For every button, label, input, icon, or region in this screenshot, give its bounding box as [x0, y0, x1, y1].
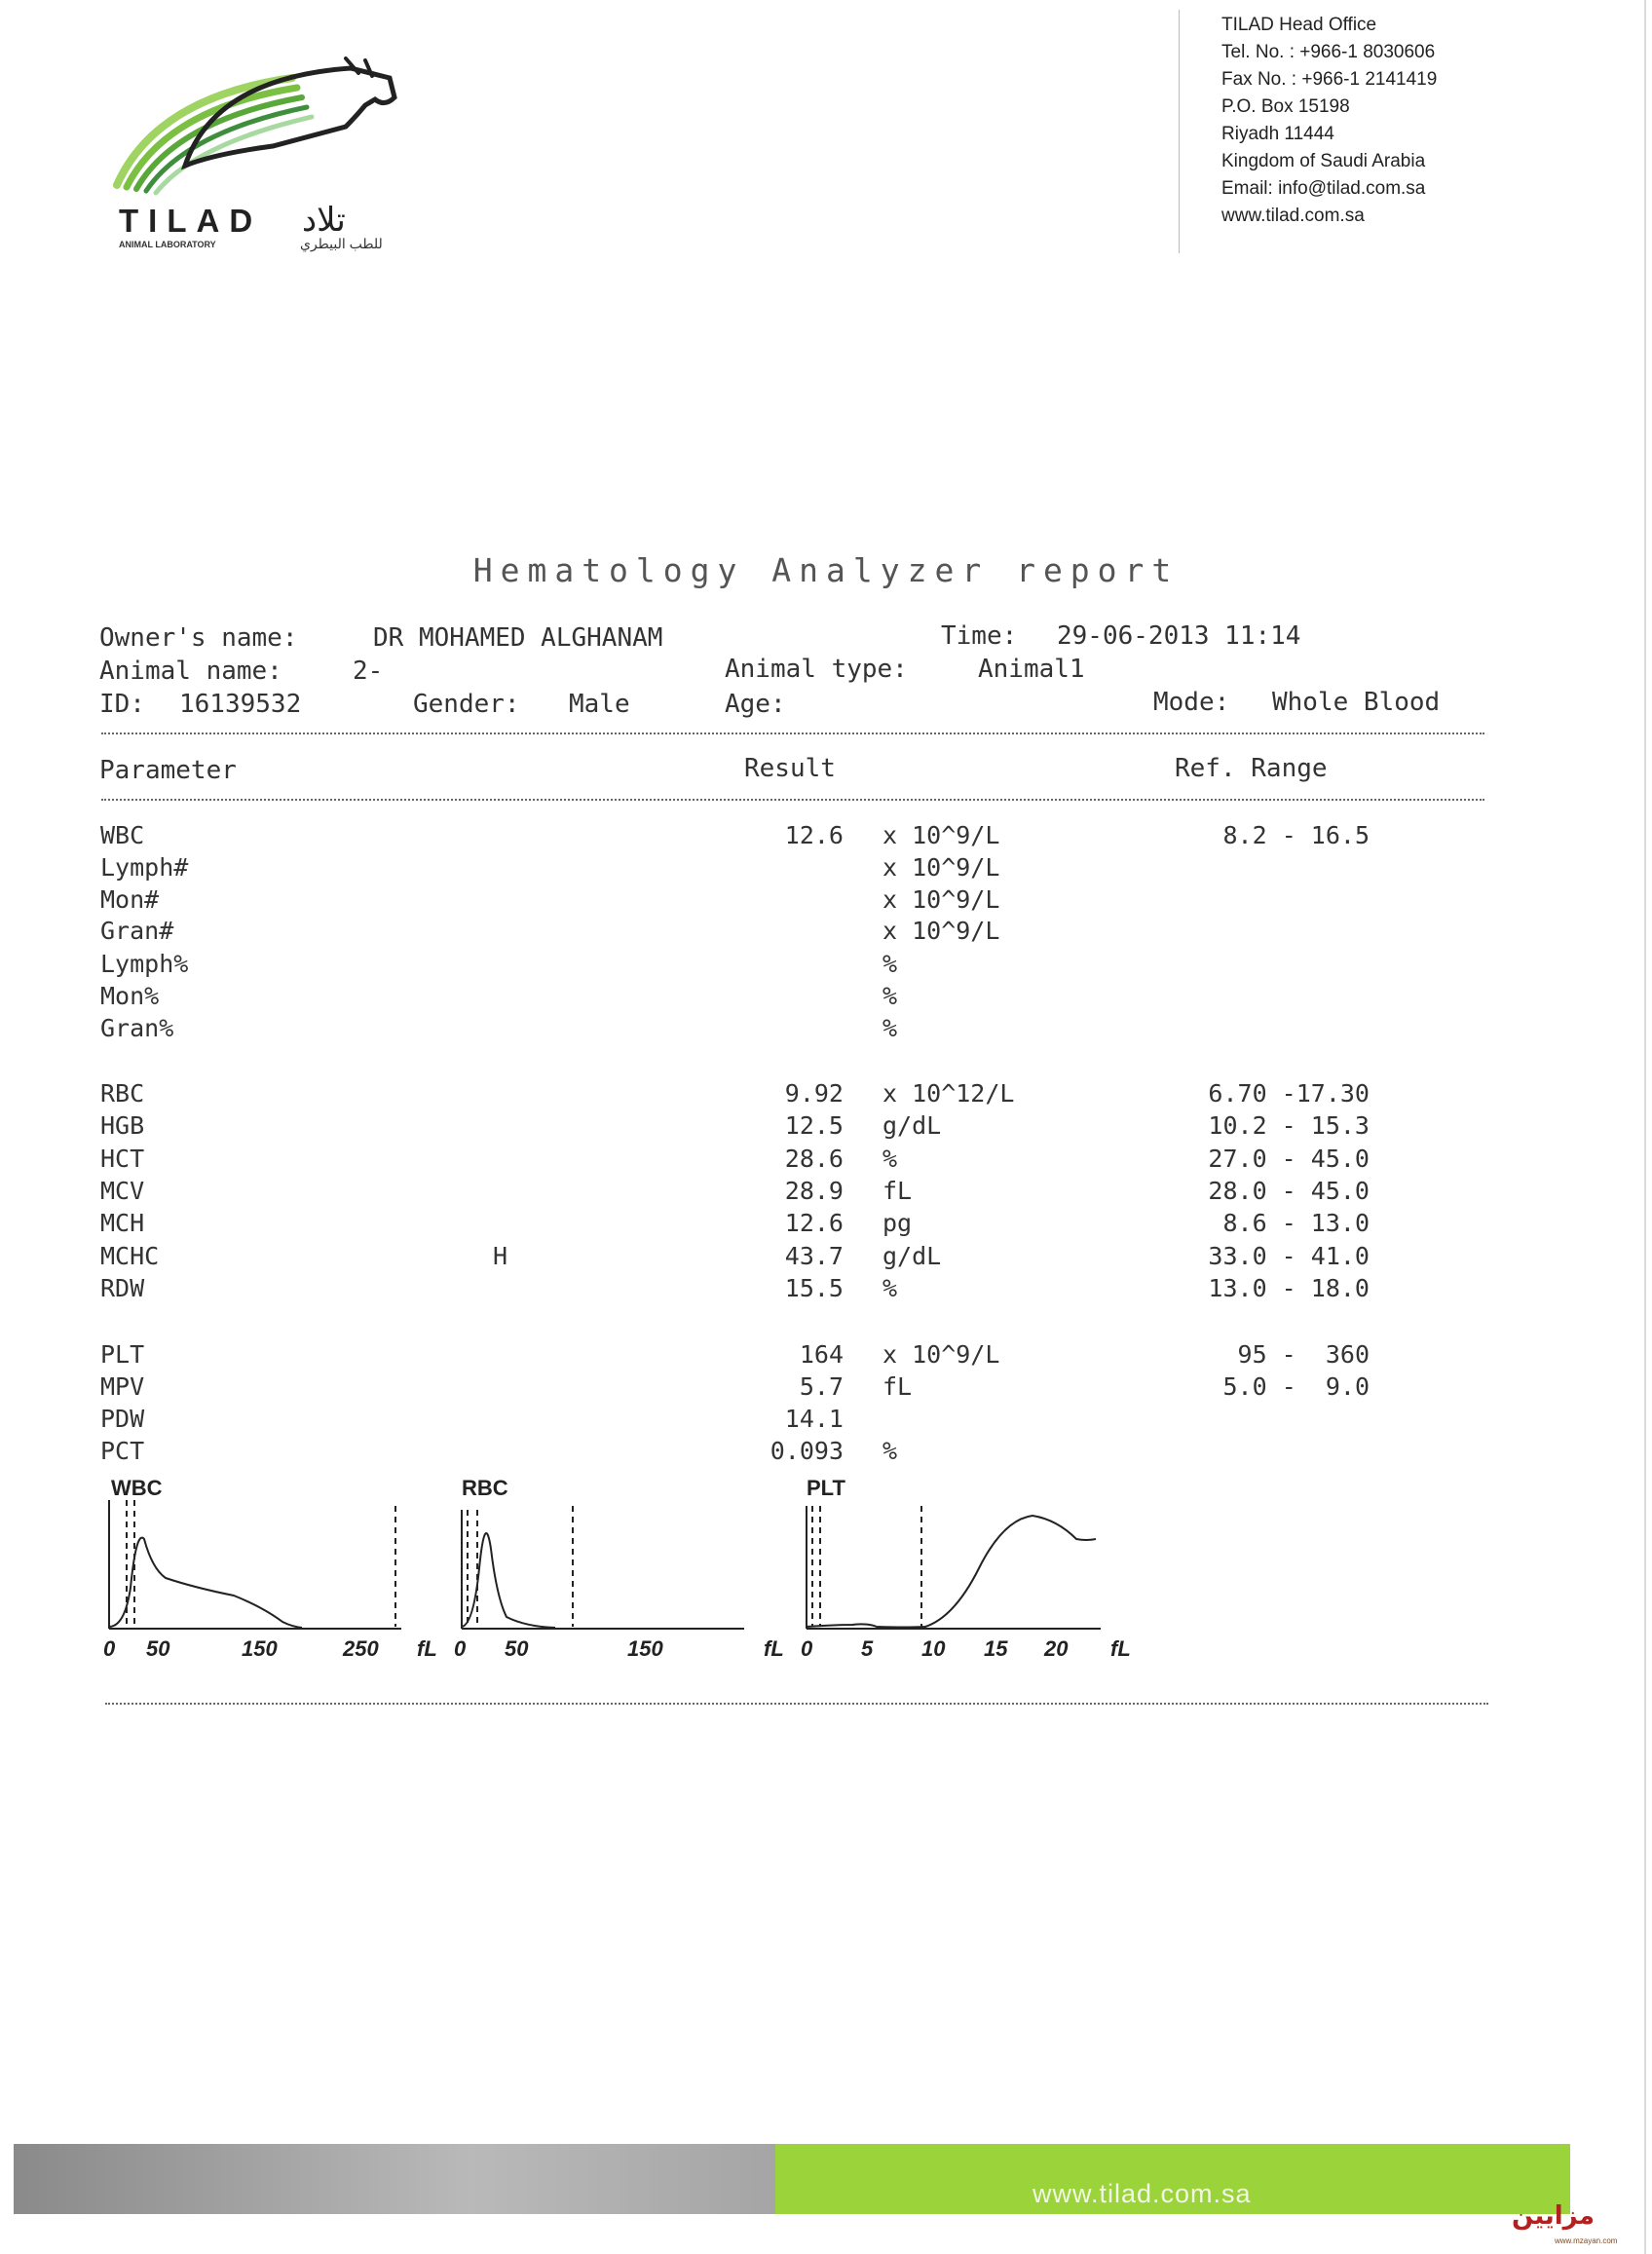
result-unit: fL [882, 1372, 913, 1401]
result-row-pdw [0, 1405, 1652, 1438]
parameter-name: MCH [100, 1209, 145, 1237]
result-value: 28.9 [784, 1177, 844, 1205]
result-value: 12.6 [784, 1209, 844, 1237]
gender-value: Male [569, 690, 630, 719]
result-row-wbc [0, 821, 1652, 854]
office-name: TILAD Head Office [1221, 15, 1377, 35]
reference-range: 13.0 - 18.0 [1208, 1274, 1370, 1302]
parameter-name: Lymph% [100, 950, 189, 978]
reference-range: 6.70 -17.30 [1208, 1079, 1370, 1108]
parameter-name: MCV [100, 1177, 145, 1205]
office-address [1221, 12, 1437, 230]
result-value: 43.7 [784, 1242, 844, 1270]
rbc-tick: 150 [627, 1636, 663, 1661]
owner-value: DR MOHAMED ALGHANAM [373, 623, 663, 653]
logo-subtitle: ANIMAL LABORATORY [119, 240, 216, 249]
watermark-url: www.mzayan.com [1555, 2236, 1618, 2245]
animal-name-value: 2- [353, 657, 384, 686]
result-row-gran-count [0, 917, 1652, 950]
parameter-name: HGB [100, 1111, 145, 1140]
wbc-tick: 50 [146, 1636, 170, 1661]
result-value: 0.093 [770, 1437, 844, 1465]
result-value: 12.5 [784, 1111, 844, 1140]
mode-label: Mode: [1153, 688, 1230, 717]
animal-type-label: Animal type: [725, 655, 908, 684]
animal-type-value: Animal1 [978, 655, 1085, 684]
reference-range: 8.6 - 13.0 [1222, 1209, 1370, 1237]
result-unit: x 10^9/L [882, 853, 1000, 882]
result-flag: H [493, 1242, 508, 1270]
result-row-mpv [0, 1372, 1652, 1406]
parameter-name: Gran% [100, 1014, 174, 1042]
result-unit: % [882, 982, 898, 1010]
id-value: 16139532 [179, 690, 302, 719]
parameter-name: MCHC [100, 1242, 160, 1270]
plt-histogram-label: PLT [807, 1476, 845, 1500]
parameter-name: Lymph# [100, 853, 189, 882]
divider-header [101, 799, 1484, 801]
wbc-tick: 250 [343, 1636, 379, 1661]
parameter-name: Mon# [100, 885, 160, 914]
result-unit: x 10^12/L [882, 1079, 1015, 1108]
owner-label: Owner's name: [99, 623, 298, 653]
time-label: Time: [941, 621, 1018, 651]
parameter-name: RBC [100, 1079, 145, 1108]
result-value: 28.6 [784, 1145, 844, 1173]
rbc-tick: 0 [454, 1636, 467, 1661]
result-row-plt [0, 1340, 1652, 1373]
col-parameter: Parameter [99, 756, 237, 785]
result-row-rdw [0, 1274, 1652, 1307]
result-row-mcv [0, 1177, 1652, 1210]
result-value: 5.7 [799, 1372, 844, 1401]
logo-wordmark: TILAD [119, 203, 263, 239]
age-label: Age: [725, 690, 786, 719]
result-unit: x 10^9/L [882, 821, 1000, 849]
wbc-tick: 150 [242, 1636, 278, 1661]
gender-label: Gender: [413, 690, 520, 719]
office-tel: Tel. No. : +966-1 8030606 [1221, 42, 1436, 62]
reference-range: 28.0 - 45.0 [1208, 1177, 1370, 1205]
col-result: Result [744, 754, 836, 783]
result-row-lymph-pct [0, 950, 1652, 983]
result-row-lymph-count [0, 853, 1652, 886]
reference-range: 95 - 360 [1237, 1340, 1370, 1369]
rbc-tick: 50 [505, 1636, 529, 1661]
page-edge [1644, 0, 1646, 2254]
result-row-hct [0, 1145, 1652, 1178]
parameter-name: MPV [100, 1372, 145, 1401]
result-value: 15.5 [784, 1274, 844, 1302]
parameter-name: PLT [100, 1340, 145, 1369]
animal-name-label: Animal name: [99, 657, 282, 686]
result-row-rbc [0, 1079, 1652, 1112]
office-email: Email: info@tilad.com.sa [1221, 178, 1426, 199]
result-unit: x 10^9/L [882, 885, 1000, 914]
parameter-name: RDW [100, 1274, 145, 1302]
office-country: Kingdom of Saudi Arabia [1221, 151, 1426, 171]
result-unit: pg [882, 1209, 913, 1237]
parameter-name: WBC [100, 821, 145, 849]
plt-tick: 0 [801, 1636, 813, 1661]
result-row-mchc [0, 1242, 1652, 1275]
header-divider [1179, 10, 1180, 253]
result-unit: x 10^9/L [882, 1340, 1000, 1369]
result-unit: % [882, 1437, 898, 1465]
result-row-gran-pct [0, 1014, 1652, 1047]
histograms [97, 1471, 1149, 1666]
plt-unit: fL [1110, 1636, 1131, 1661]
watermark-brand: مزايين [1512, 2201, 1595, 2231]
col-ref-range: Ref. Range [1175, 754, 1328, 783]
result-unit: x 10^9/L [882, 917, 1000, 945]
result-value: 14.1 [784, 1405, 844, 1433]
result-unit: % [882, 1014, 898, 1042]
footer-bar-grey [14, 2144, 775, 2214]
reference-range: 27.0 - 45.0 [1208, 1145, 1370, 1173]
result-row-mon-count [0, 885, 1652, 919]
reference-range: 5.0 - 9.0 [1222, 1372, 1370, 1401]
result-unit: % [882, 950, 898, 978]
result-row-mon-pct [0, 982, 1652, 1015]
logo-subtitle-arabic: للطب البيطري [300, 236, 383, 251]
mode-value: Whole Blood [1272, 688, 1441, 717]
reference-range: 10.2 - 15.3 [1208, 1111, 1370, 1140]
time-value: 29-06-2013 11:14 [1057, 621, 1301, 651]
reference-range: 33.0 - 41.0 [1208, 1242, 1370, 1270]
reference-range: 8.2 - 16.5 [1222, 821, 1370, 849]
parameter-name: PDW [100, 1405, 145, 1433]
wbc-histogram-label: WBC [111, 1476, 163, 1500]
result-value: 12.6 [784, 821, 844, 849]
office-fax: Fax No. : +966-1 2141419 [1221, 69, 1438, 90]
divider-bottom [105, 1703, 1488, 1705]
id-label: ID: [99, 690, 145, 719]
office-website: www.tilad.com.sa [1221, 206, 1365, 226]
result-unit: g/dL [882, 1242, 942, 1270]
parameter-name: HCT [100, 1145, 145, 1173]
wbc-unit: fL [417, 1636, 437, 1661]
result-unit: fL [882, 1177, 913, 1205]
office-pobox: P.O. Box 15198 [1221, 96, 1350, 117]
result-unit: % [882, 1145, 898, 1173]
result-value: 9.92 [784, 1079, 844, 1108]
rbc-histogram-label: RBC [462, 1476, 508, 1500]
plt-tick: 10 [921, 1636, 946, 1661]
office-city: Riyadh 11444 [1221, 124, 1334, 144]
plt-tick: 20 [1044, 1636, 1069, 1661]
logo-wordmark-arabic: تلاد [302, 201, 346, 240]
result-value: 164 [799, 1340, 844, 1369]
plt-tick: 5 [861, 1636, 874, 1661]
report-title: Hematology Analyzer report [472, 551, 1180, 589]
rbc-unit: fL [764, 1636, 784, 1661]
result-row-mch [0, 1209, 1652, 1242]
result-row-pct [0, 1437, 1652, 1470]
divider-top [101, 733, 1484, 734]
result-unit: g/dL [882, 1111, 942, 1140]
result-row-hgb [0, 1111, 1652, 1145]
footer-website: www.tilad.com.sa [1032, 2179, 1252, 2208]
parameter-name: PCT [100, 1437, 145, 1465]
plt-tick: 15 [984, 1636, 1008, 1661]
wbc-tick: 0 [103, 1636, 116, 1661]
parameter-name: Gran# [100, 917, 174, 945]
parameter-name: Mon% [100, 982, 160, 1010]
result-unit: % [882, 1274, 898, 1302]
